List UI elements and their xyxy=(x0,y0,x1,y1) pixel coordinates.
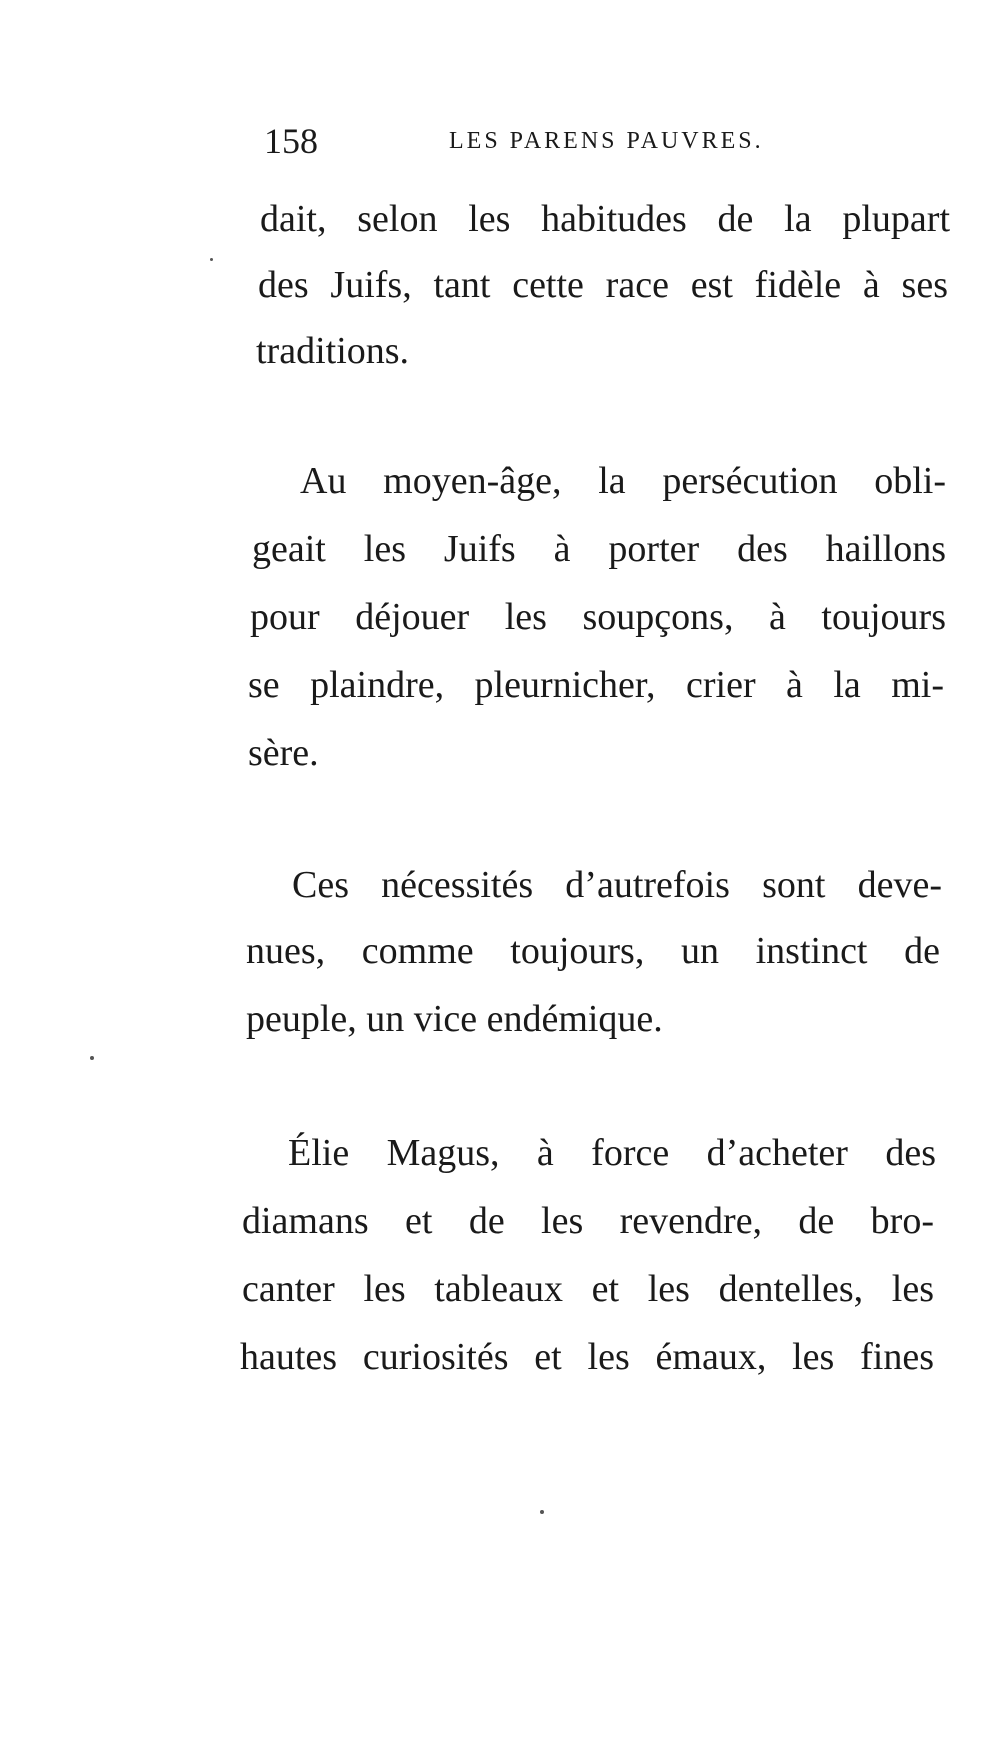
text-line: nues, comme toujours, un instinct de xyxy=(246,930,940,972)
text-line: geait les Juifs à porter des haillons xyxy=(252,528,946,570)
text-line: se plaindre, pleurnicher, crier à la mi- xyxy=(248,664,944,706)
running-title: LES PARENS PAUVRES. xyxy=(449,128,764,154)
text-line: diamans et de les revendre, de bro- xyxy=(242,1200,934,1242)
paper-speck xyxy=(540,1510,544,1514)
paper-speck xyxy=(210,258,213,261)
text-line-indented: Ces nécessités d’autrefois sont deve- xyxy=(292,864,942,906)
text-line: dait, selon les habitudes de la plupart xyxy=(260,198,950,240)
text-line-indented: Élie Magus, à force d’acheter des xyxy=(288,1132,936,1174)
text-line-indented: Au moyen-âge, la persécution obli- xyxy=(300,460,946,502)
text-line: des Juifs, tant cette race est fidèle à ses xyxy=(258,264,948,306)
page-number: 158 xyxy=(264,121,318,161)
text-line-last: traditions. xyxy=(256,330,410,372)
text-line: canter les tableaux et les dentelles, les xyxy=(242,1268,934,1310)
paper-speck xyxy=(90,1056,94,1060)
page-header xyxy=(264,120,784,170)
text-line-last: peuple, un vice endémique. xyxy=(246,998,663,1040)
text-line: hautes curiosités et les émaux, les fines xyxy=(240,1336,934,1378)
text-line-last: sère. xyxy=(248,732,319,774)
text-line: pour déjouer les soupçons, à toujours xyxy=(250,596,946,638)
